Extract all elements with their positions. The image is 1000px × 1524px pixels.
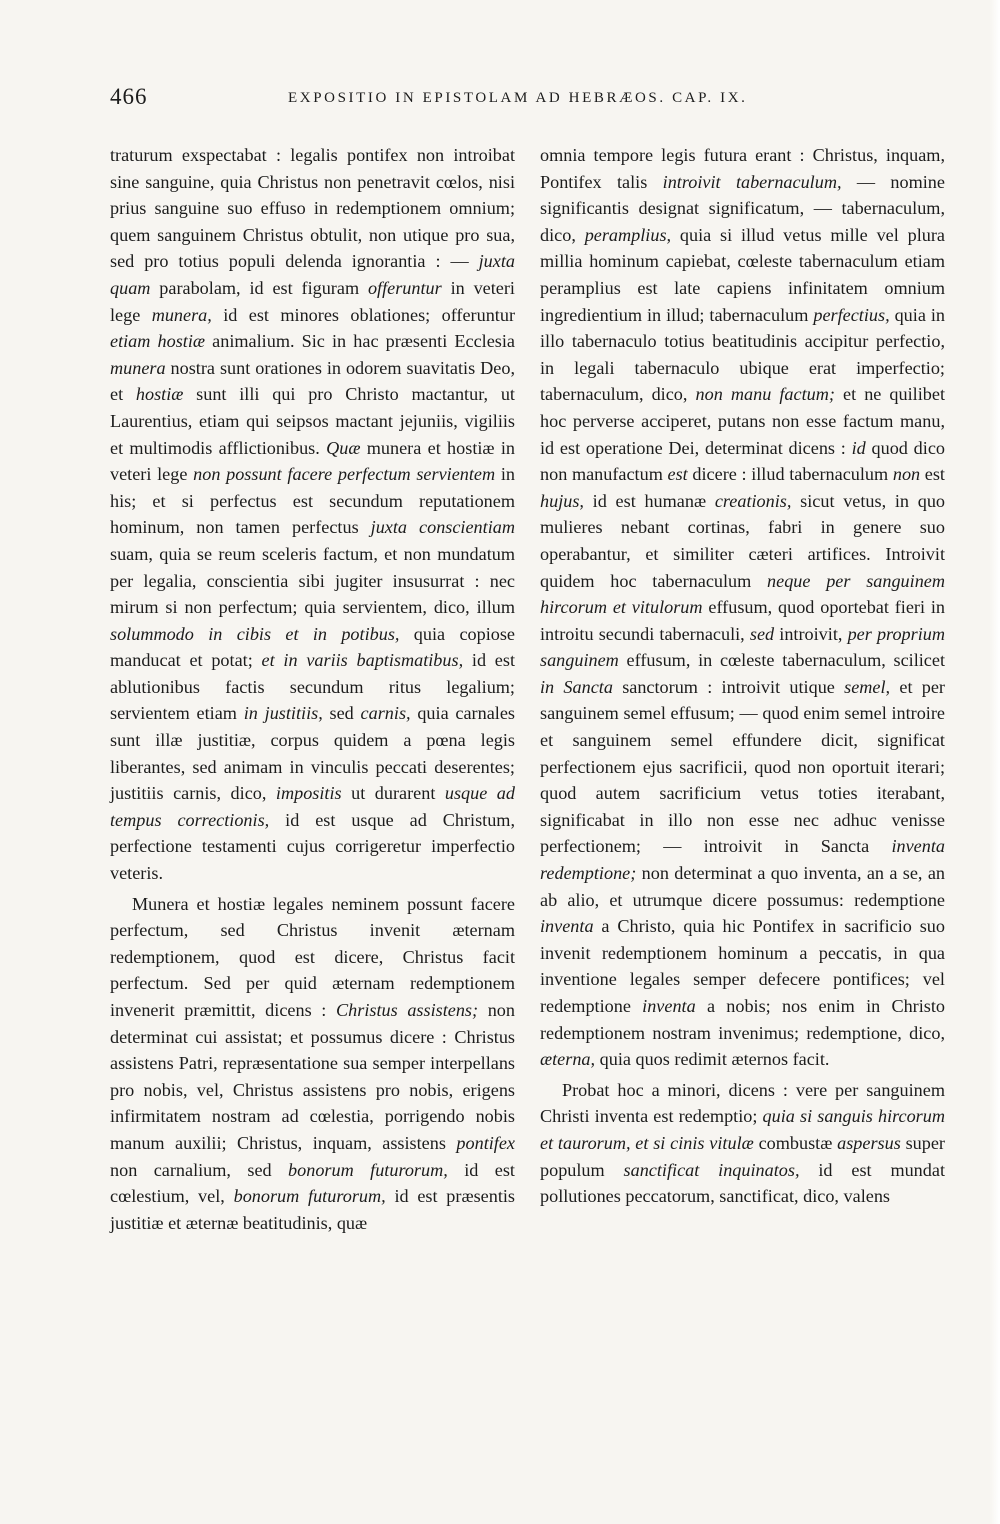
italic-run: non possunt facere perfectum servientem [193, 464, 496, 485]
italic-run: munera [110, 357, 166, 378]
paragraph [110, 142, 515, 887]
italic-run: Quæ [326, 437, 361, 458]
text-run: omnia tempore legis futura erant : Christus, inquam, Pontifex talis [540, 145, 945, 192]
text-run: quia quos redimit æternos facit. [595, 1049, 830, 1070]
text-run: dicere : illud tabernaculum [687, 464, 893, 485]
italic-run: hostiæ [135, 384, 184, 405]
text-run: combustæ [753, 1132, 838, 1153]
italic-run: hujus, [540, 490, 584, 511]
text-run: id est mundat pollutiones peccatorum, sanctificat, dico, valens [540, 1159, 945, 1207]
text-run: munera et hostiæ in veteri lege [110, 437, 516, 485]
italic-run: non [892, 464, 921, 485]
italic-run: id [851, 437, 866, 458]
text-run: a nobis; nos enim in Christo redemptionem nostram invenimus; redemptione, dico, [540, 996, 946, 1043]
text-run: quia carnales sunt illæ justitiæ, corpus quidem a pœna legis liberantes, sed animam in vinculis peccati deserentes; justitiis carnis, dico, [110, 703, 515, 804]
text-run: in veteri lege [110, 277, 515, 325]
paragraph [540, 142, 945, 1073]
italic-run: introivit tabernaculum, [662, 171, 842, 192]
text-run: in his; et si perfectus est secundum reputationem hominum, non tamen perfectus [110, 464, 515, 538]
italic-run: inventa redemptione; [540, 836, 945, 884]
right-column [540, 142, 945, 1210]
italic-run: offeruntur [367, 277, 442, 298]
text-run: est [920, 464, 945, 485]
italic-run: bonorum futurorum, [233, 1186, 386, 1207]
text-run: id est præsentis justitiæ et æternæ beatitudinis, quæ [110, 1186, 516, 1233]
italic-run: in Sancta [540, 676, 613, 697]
text-run: et ne quilibet hoc perverse acciperet, putans non esse factum manu, id est operatione Dei, determinat dicens : [540, 384, 946, 458]
text-run: quod dico non manufactum [540, 437, 945, 485]
text-run: suam, quia se reum sceleris factum, et non mundatum per legalia, conscientia sibi jugiter insusurrat : nec mirum si non perfectum; quia servientem, dico, illum [110, 543, 515, 618]
italic-run: peramplius, [584, 224, 672, 245]
text-run: sicut vetus, in quo mulieres nebant cortinas, fabri in genere suo operabantur, et similiter cæteri artifices. Introivit quidem hoc tabernaculum [540, 490, 946, 591]
text-run: traturum exspectabat : legalis pontifex non introibat sine sanguine, quia Christus non penetravit cœlos, nisi prius sanguine suo effuso in redemptionem omnium; quem sanguinem Christus obtulit, non utique pro sua, sed pro totius populi delenda ignorantia : — [110, 145, 515, 272]
italic-run: aspersus [837, 1132, 901, 1153]
text-run: sanctorum : introivit utique [612, 676, 845, 697]
italic-run: creationis, [714, 490, 792, 511]
text-run: parabolam, id est figuram [150, 277, 368, 298]
text-run: non determinat cui assistat; et possumus dicere : Christus assistens Patri, repræsentatione sua semper interpellans pro nobis, vel, Christus assistens pro nobis, erigens infirmitatem nostram ad cœlestia, porrigendo nobis manum auxilii; Christus, inquam, assistens [110, 1000, 515, 1153]
italic-run: pontifex [456, 1132, 515, 1153]
italic-run: semel, [844, 676, 891, 697]
text-run: a Christo, quia hic Pontifex in sacrificio suo invenit redemptionem hominum a peccatis, in qua inventione legales semper defecere pontifices; vel redemptione [540, 916, 945, 1016]
text-run: sed [322, 703, 361, 724]
text-run: Probat hoc a minori, dicens : vere per sanguinem Christi inventa est redemptio; [540, 1079, 945, 1127]
italic-run: impositis [275, 783, 342, 804]
text-run: introivit, [774, 623, 848, 644]
italic-run: Christus assistens; [336, 1000, 479, 1020]
page-number: 466 [110, 84, 148, 109]
text-run: id est cœlestium, vel, [110, 1159, 515, 1207]
text-run: nostra sunt orationes in odorem suavitatis Deo, et [110, 357, 515, 405]
italic-run: neque per sanguinem hircorum et vitulorum [540, 570, 945, 618]
text-run: sunt illi qui pro Christo mactantur, ut Laurentius, etiam qui seipsos mactant jejuniis, vigiliis et multimodis afflictionibus. [110, 384, 515, 458]
italic-run: juxta conscientiam [370, 517, 515, 538]
text-run: quia in illo tabernaculo totius beatitudinis accipitur perfectio, in legali tabernaculo ubique erat imperfectio; tabernaculum, dico, [540, 304, 945, 405]
text-run: effusum, in cœleste tabernaculum, scilicet [618, 650, 945, 671]
italic-run: carnis, [360, 703, 411, 724]
paragraph [540, 1077, 945, 1210]
text-run: quia si illud vetus mille vel plura millia hominum capiebat, cœleste tabernaculum etiam peramplius est late capiens infinitatem omnium ingredientium in illud; tabernaculum [540, 224, 945, 325]
italic-run: æterna, [540, 1049, 596, 1070]
italic-run: inventa [540, 916, 594, 937]
italic-run: etiam hostiæ [110, 331, 206, 352]
italic-run: solummodo in cibis et in potibus, [110, 623, 400, 644]
text-run: et per sanguinem semel effusum; — quod enim semel introire et sanguinem semel effundere dicit, significat perfectionem ejus sacrificii, quod non oportuit iterari; quod autem sacrificium vetus toties iterabant, significabat in illo non esse nec adhuc venisse perfectionem; — introivit in Sancta [540, 676, 945, 857]
text-run: animalium. Sic in hac præsenti Ecclesia [205, 331, 515, 352]
italic-run: non manu factum; [695, 384, 835, 405]
italic-run: usque ad tempus correctionis, [110, 783, 515, 830]
italic-run: et in variis baptismatibus, [261, 650, 464, 671]
text-run: non determinat a quo inventa, an a se, an ab alio, et utrumque dicere possumus: redemptione [540, 863, 945, 910]
text-run: Munera et hostiæ legales neminem possunt facere perfectum, sed Christus invenit æternam redemptionem, quod est dicere, Christus facit perfectum. Sed per quid æternam redemptionem invenerit præmittit, dicens : [110, 893, 515, 1020]
italic-run: per proprium sanguinem [540, 623, 945, 671]
italic-run: in justitiis, [243, 703, 323, 724]
text-run: id est ablutionibus factis secundum ritus legalium; servientem etiam [110, 650, 515, 724]
paragraph [110, 891, 515, 1237]
italic-run: perfectius, [813, 304, 890, 325]
text-run: effusum, quod oportebat fieri in introitu secundi tabernaculi, [540, 597, 946, 644]
left-column [110, 142, 515, 1236]
text-run: — nomine significantis designat significatum, — tabernaculum, dico, [540, 171, 945, 245]
italic-run: munera, [151, 304, 212, 325]
text-run: id est minores oblationes; offeruntur [211, 304, 515, 325]
text-run: id est humanæ [583, 490, 715, 511]
italic-run: sanctificat inquinatos, [623, 1159, 800, 1180]
italic-run: quia si sanguis hircorum et taurorum, et si cinis vitulæ [540, 1106, 945, 1153]
text-run: id est usque ad Christum, perfectione testamenti cujus corrigeretur imperfectio veteris. [110, 809, 516, 884]
italic-run: juxta quam [110, 251, 515, 298]
italic-run: est [667, 464, 688, 485]
text-run: super populum [540, 1132, 945, 1180]
text-run: ut durarent [341, 783, 445, 804]
text-run: quia copiose manducat et potat; [110, 623, 516, 671]
italic-run: inventa [642, 996, 696, 1016]
text-run: non carnalium, sed [110, 1159, 289, 1180]
italic-run: sed [749, 623, 775, 644]
italic-run: bonorum futurorum, [288, 1159, 448, 1180]
page-header [110, 84, 970, 118]
running-title: EXPOSITIO IN EPISTOLAM AD HEBRÆOS. CAP. IX. [288, 90, 748, 106]
